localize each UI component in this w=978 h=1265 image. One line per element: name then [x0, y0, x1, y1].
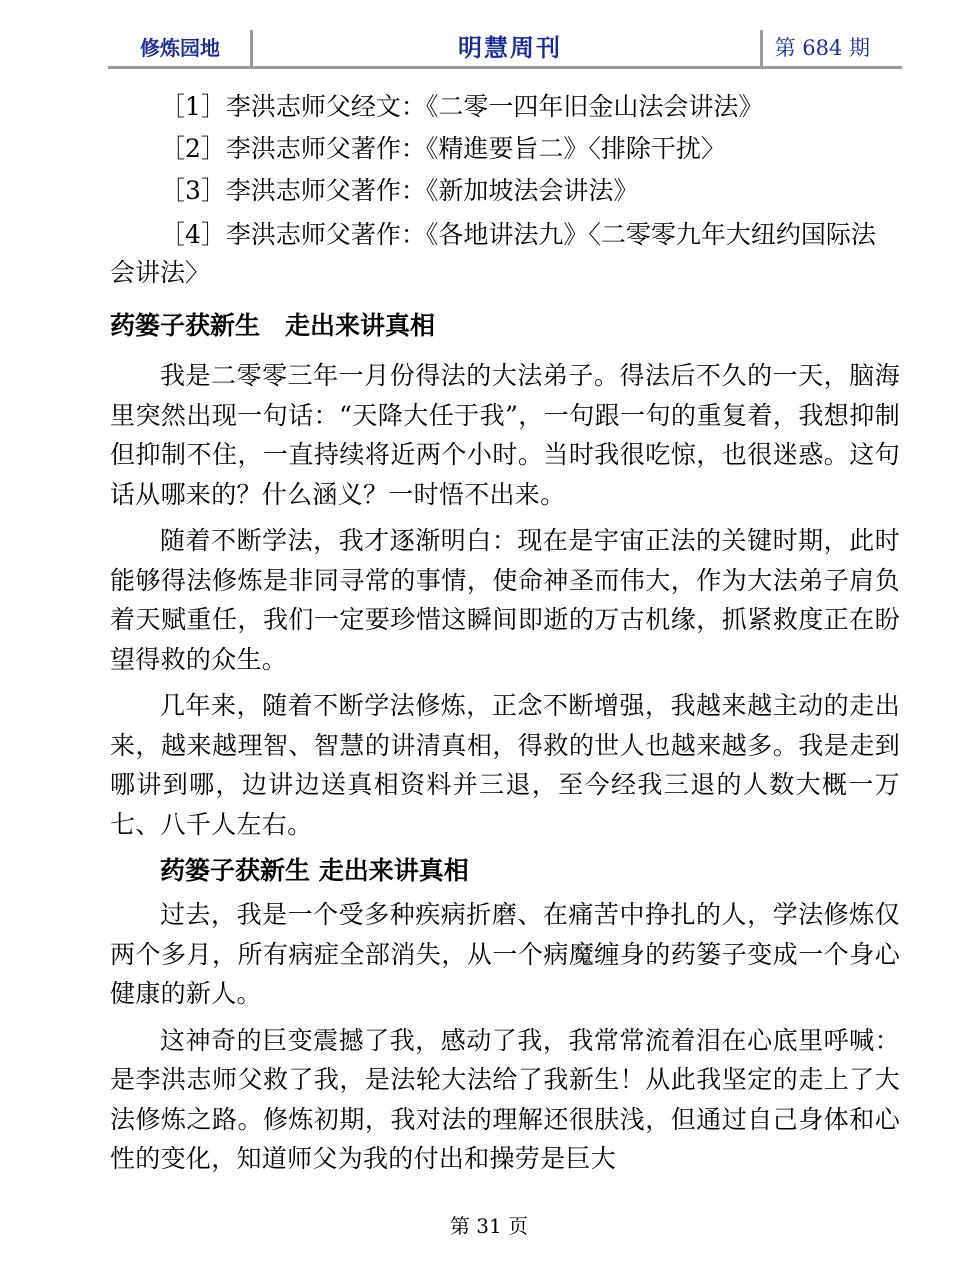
- footnote: ［4］李洪志师父著作：《各地讲法九》〈二零零九年大纽约国际法会讲法〉: [110, 220, 876, 287]
- footnote: ［3］李洪志师父著作：《新加坡法会讲法》: [160, 176, 639, 205]
- header-rule: [108, 66, 902, 69]
- article-paragraph: 我是二零零三年一月份得法的大法弟子。得法后不久的一天，脑海里突然出现一句话：“天降大任于我”，一句跟一句的重复着，我想抑制但抑制不住，一直持续将近两个小时。当时我很吃惊，也很迷惑。这句话从哪来的？什么涵义？一时悟不出来。: [110, 361, 900, 509]
- header-divider: [250, 30, 253, 66]
- magazine-title: 明慧周刊: [458, 34, 562, 62]
- page-header: [110, 28, 900, 68]
- issue-number: 第 684 期: [774, 36, 870, 60]
- article-paragraph: 几年来，随着不断学法修炼，正念不断增强，我越来越主动的走出来，越来越理智、智慧的讲清真相，得救的世人也越来越多。我是走到哪讲到哪，边讲边送真相资料并三退，至今经我三退的人数大概一万七、八千人左右。: [110, 691, 900, 839]
- article-subtitle: 药篓子获新生 走出来讲真相: [160, 856, 469, 885]
- section-title: 修炼园地: [140, 36, 220, 60]
- article-title: 药篓子获新生 走出来讲真相: [110, 311, 436, 340]
- page-number: 第 31 页: [449, 1214, 529, 1238]
- footnote: ［1］李洪志师父经文：《二零一四年旧金山法会讲法》: [160, 92, 764, 121]
- article-paragraph: 这神奇的巨变震撼了我，感动了我，我常常流着泪在心底里呼喊：是李洪志师父救了我，是法轮大法给了我新生！从此我坚定的走上了大法修炼之路。修炼初期，我对法的理解还很肤浅，但通过自己身体和心性的变化，知道师父为我的付出和操劳是巨大: [110, 1025, 900, 1173]
- article-paragraph: 过去，我是一个受多种疾病折磨、在痛苦中挣扎的人，学法修炼仅两个多月，所有病症全部消失，从一个病魔缠身的药篓子变成一个身心健康的新人。: [110, 900, 900, 1008]
- page-content: [110, 86, 900, 1186]
- footnote: ［2］李洪志师父著作：《精進要旨二》〈排除干扰〉: [160, 134, 726, 163]
- article-paragraph: 随着不断学法，我才逐渐明白：现在是宇宙正法的关键时期，此时能够得法修炼是非同寻常的事情，使命神圣而伟大，作为大法弟子肩负着天赋重任，我们一定要珍惜这瞬间即逝的万古机缘，抓紧救度正在盼望得救的众生。: [110, 526, 900, 674]
- header-divider: [760, 30, 763, 66]
